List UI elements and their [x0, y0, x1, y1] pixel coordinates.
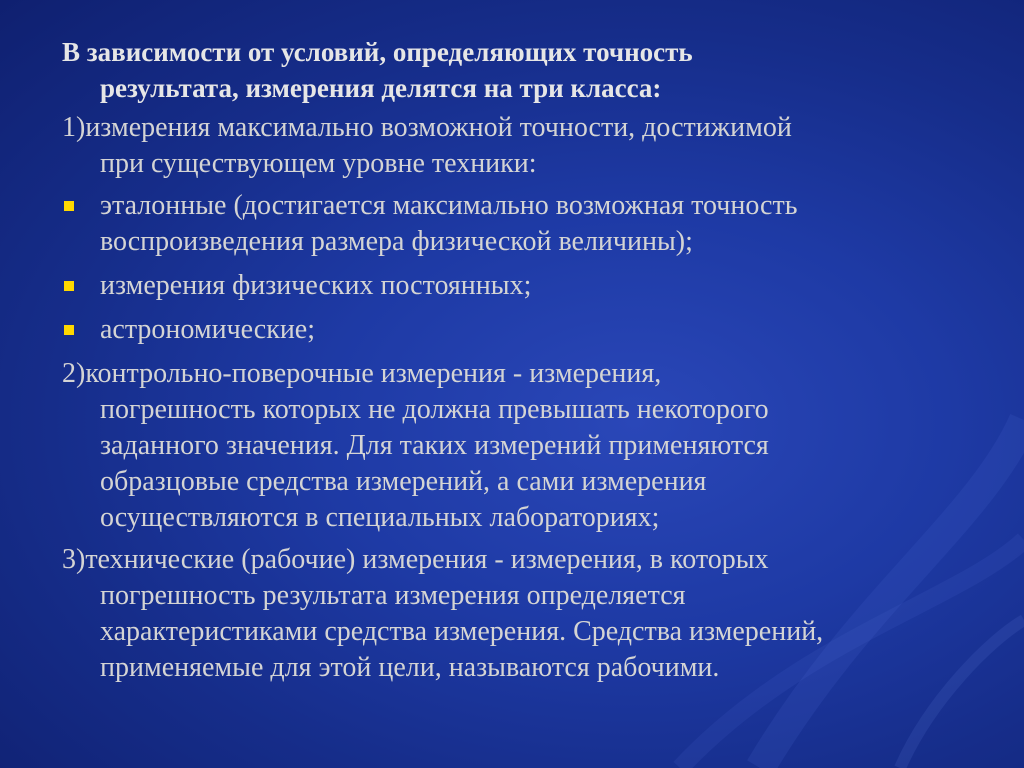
class-2-paragraph — [62, 356, 972, 536]
class-2-line-3: заданного значения. Для таких измерений применяются — [100, 430, 769, 461]
class-2-line-5: осуществляются в специальных лабораториях; — [100, 502, 660, 533]
class-1-paragraph — [62, 110, 972, 182]
bullet-1-line-2: воспроизведения размера физической величины); — [100, 226, 693, 257]
bullet-item-physical-constants — [62, 268, 972, 304]
slide-content — [62, 34, 972, 692]
yellow-square-bullet-icon — [64, 281, 74, 291]
bullet-2-line-1: измерения физических постоянных; — [100, 270, 532, 301]
bullet-1-line-1: эталонные (достигается максимально возможная точность — [100, 190, 798, 221]
title-line-2: результата, измерения делятся на три класса: — [100, 73, 662, 103]
class-2-line-1: 2)контрольно-поверочные измерения - измерения, — [62, 358, 662, 389]
bullet-item-etalon — [62, 188, 972, 260]
yellow-square-bullet-icon — [64, 201, 74, 211]
title-line-1: В зависимости от условий, определяющих точность — [62, 37, 693, 67]
yellow-square-bullet-icon — [64, 325, 74, 335]
bullet-item-astronomical — [62, 312, 972, 348]
class-1-line-1: 1)измерения максимально возможной точности, достижимой — [62, 112, 792, 143]
class-3-line-3: характеристиками средства измерения. Средства измерений, — [100, 616, 824, 647]
slide-title — [62, 34, 972, 106]
class-2-line-2: погрешность которых не должна превышать некоторого — [100, 394, 769, 425]
class-1-line-2: при существующем уровне техники: — [100, 148, 537, 179]
class-3-line-4: применяемые для этой цели, называются рабочими. — [100, 652, 720, 683]
class-3-paragraph — [62, 542, 972, 686]
class-3-line-1: 3)технические (рабочие) измерения - измерения, в которых — [62, 544, 769, 575]
class-2-line-4: образцовые средства измерений, а сами измерения — [100, 466, 707, 497]
class-3-line-2: погрешность результата измерения определяется — [100, 580, 686, 611]
bullet-3-line-1: астрономические; — [100, 314, 316, 345]
